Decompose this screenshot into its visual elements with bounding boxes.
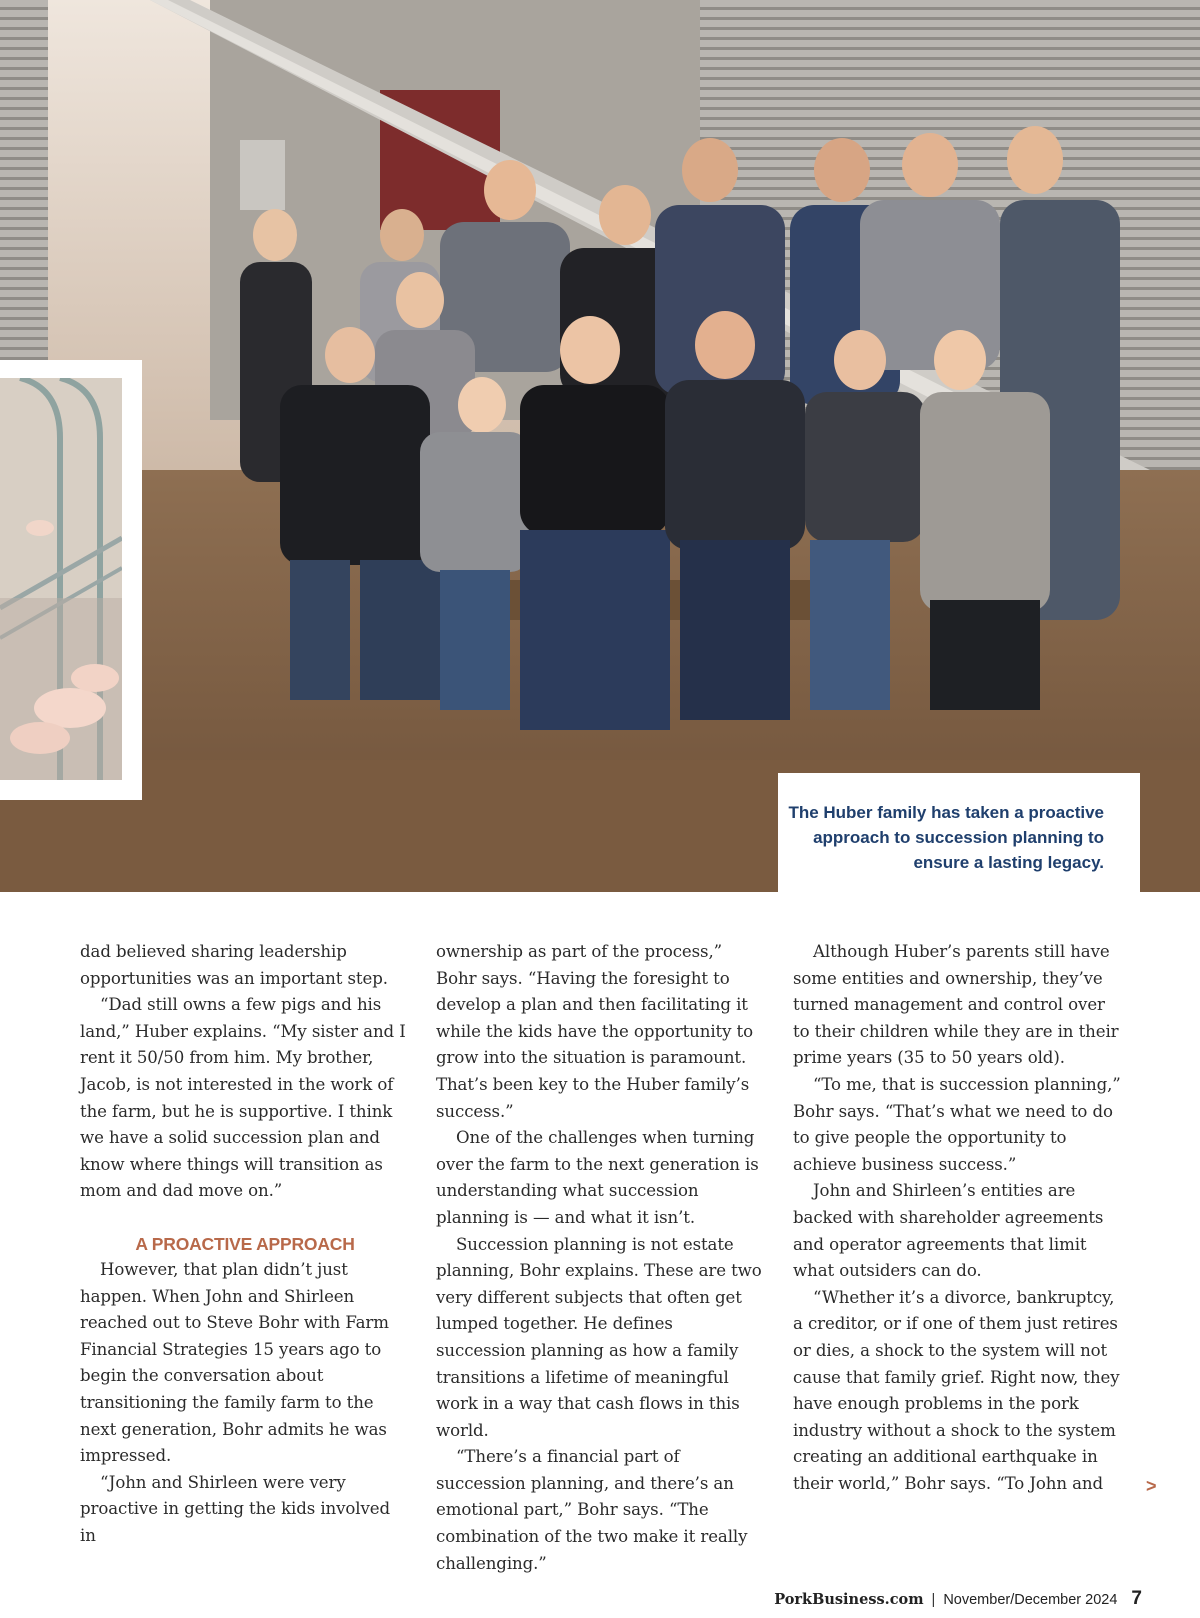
paragraph: Although Huber’s parents still have some entities and ownership, they’ve turned management and control over to their children while they are in their prime years (35 to 50 years old). [793,942,1119,1068]
paragraph: “John and Shirleen were very proactive in getting the kids involved in [80,1472,391,1545]
page-footer [774,1588,1142,1610]
paragraph: ownership as part of the process,” Bohr says. “Having the foresight to develop a plan and then facilitating it while the kids have the opportunity to grow into the situation is paramount. That’s been key to the Huber family’s success.” [436,942,754,1121]
paragraph: “Dad still owns a few pigs and his land,” Huber explains. “My sister and I rent it 50/50 from him. My brother, Jacob, is not interested in the work of the farm, but he is supportive. I think we have a solid succession plan and know where things will transition as mom and dad move on.” [80,995,406,1201]
article-column-2 [436,939,766,1577]
paragraph: One of the challenges when turning over the farm to the next generation is understanding what succession planning is — and what it isn’t. [436,1128,759,1227]
paragraph: However, that plan didn’t just happen. When John and Shirleen reached out to Steve Bohr with Farm Financial Strategies 15 years ago to begin the conversation about transitioning the family farm to the next generation, Bohr admits he was impressed. [80,1259,389,1466]
article-column-1 [80,939,410,1549]
section-subhead: A PROACTIVE APPROACH [135,1233,355,1254]
paragraph: Succession planning is not estate planning, Bohr explains. These are two very different subjects that often get lumped together. He defines succession planning as how a family transitions a lifetime of meaningful work in a way that cash flows in this world. [436,1234,762,1440]
article-column-3 [793,939,1123,1497]
footer-site-name: PorkBusiness.com [774,1591,924,1608]
pig-barn-illustration [0,378,122,780]
inset-photo-frame [0,360,142,800]
footer-issue-date: November/December 2024 [943,1592,1118,1608]
paragraph: “There’s a financial part of succession planning, and there’s an emotional part,” Bohr says. “The combination of the two make it really challenging.” [436,1447,748,1573]
photo-caption-box [778,773,1140,892]
paragraph: dad believed sharing leadership opportunities was an important step. [80,942,388,988]
paragraph: “Whether it’s a divorce, bankruptcy, a creditor, or if one of them just retires or dies, a shock to the system will not cause that family grief. Right now, they have enough problems in the pork industry without a shock to the system creating an additional earthquake in their world,” Bohr says. “To John and [793,1287,1120,1493]
photo-caption: The Huber family has taken a proactive approach to succession planning to ensure a lasting legacy. [788,803,1104,872]
pig-barn-photo [0,378,122,780]
page-number: 7 [1131,1588,1142,1609]
footer-separator: | [931,1592,936,1608]
continue-arrow-icon[interactable]: > [1146,1476,1157,1496]
paragraph: John and Shirleen’s entities are backed with shareholder agreements and operator agreements that limit what outsiders can do. [793,1181,1104,1281]
paragraph: “To me, that is succession planning,” Bohr says. “That’s what we need to do to give people the opportunity to achieve business success.” [793,1074,1121,1174]
